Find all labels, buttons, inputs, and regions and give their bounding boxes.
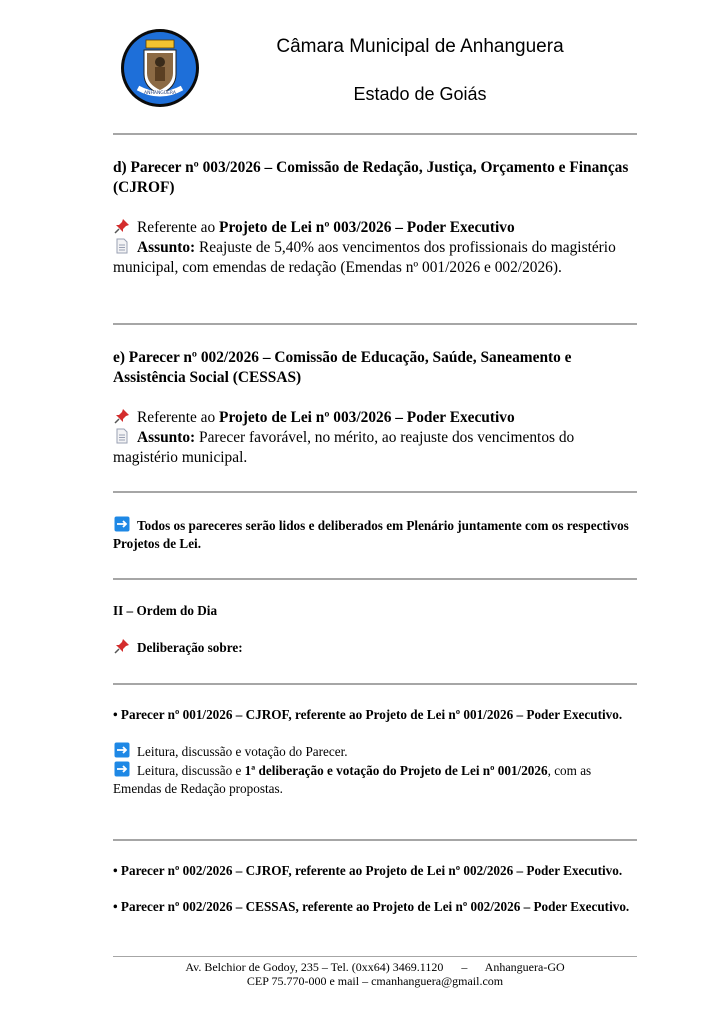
item-1 <box>113 706 637 798</box>
divider <box>113 839 637 841</box>
pushpin-icon <box>113 218 131 234</box>
section-e-subject: Assunto: Parecer favorável, no mérito, ao reajuste dos vencimentos do magistério municipal. <box>113 429 575 466</box>
item-1-title: • Parecer nº 001/2026 – CJROF, referente ao Projeto de Lei nº 001/2026 – Poder Executivo. <box>113 707 623 722</box>
section-e-reference: Referente ao Projeto de Lei nº 003/2026 – Poder Executivo <box>113 408 637 428</box>
section-d-title: d) Parecer nº 003/2026 – Comissão de Redação, Justiça, Orçamento e Finanças (CJROF) <box>113 159 629 196</box>
document-icon <box>113 238 131 254</box>
item-1-step-2: Leitura, discussão e 1ª deliberação e votação do Projeto de Lei nº 001/2026, com as Emendas de Redação propostas. <box>113 763 592 796</box>
arrow-right-icon <box>113 761 131 777</box>
divider <box>113 491 637 493</box>
divider <box>113 323 637 325</box>
section-e <box>113 348 637 468</box>
order-of-day <box>113 602 637 657</box>
section-d <box>113 158 637 278</box>
footer-contact: CEP 75.770-000 e mail – cmanhanguera@gmail.com <box>246 974 504 988</box>
arrow-right-icon <box>113 742 131 758</box>
footer-divider <box>113 956 637 957</box>
footer <box>113 960 637 988</box>
order-title: II – Ordem do Dia <box>113 603 218 618</box>
section-d-subject: Assunto: Reajuste de 5,40% aos vencimentos dos profissionais do magistério municipal, com emendas de redação (Emendas nº 001/2026 e 002/2026). <box>113 239 616 276</box>
municipal-seal-logo <box>120 28 200 108</box>
svg-text:ANHANGUERA: ANHANGUERA <box>144 91 176 96</box>
section-e-title: e) Parecer nº 002/2026 – Comissão de Educação, Saúde, Saneamento e Assistência Social (CESSAS) <box>113 349 572 386</box>
pushpin-icon <box>113 638 131 654</box>
item-2-title: • Parecer nº 002/2026 – CJROF, referente ao Projeto de Lei nº 002/2026 – Poder Executivo. <box>113 863 623 878</box>
page-title: Câmara Municipal de Anhanguera <box>276 36 564 57</box>
arrow-right-icon <box>113 516 131 532</box>
footer-address: Av. Belchior de Godoy, 235 – Tel. (0xx64) 3469.1120 – Anhanguera-GO <box>185 960 565 974</box>
divider <box>113 133 637 135</box>
document-icon <box>113 428 131 444</box>
deliberation-label: Deliberação sobre: <box>113 638 637 657</box>
pushpin-icon <box>113 408 131 424</box>
note: Todos os pareceres serão lidos e deliberados em Plenário juntamente com os respectivos Projetos de Lei. <box>113 518 629 551</box>
divider <box>113 578 637 580</box>
item-2 <box>113 862 637 916</box>
item-1-step-1: Leitura, discussão e votação do Parecer. <box>113 742 637 761</box>
page-subtitle: Estado de Goiás <box>353 84 487 104</box>
item-3-title: • Parecer nº 002/2026 – CESSAS, referente ao Projeto de Lei nº 002/2026 – Poder Executivo. <box>113 899 630 914</box>
section-d-reference: Referente ao Projeto de Lei nº 003/2026 – Poder Executivo <box>113 218 637 238</box>
divider <box>113 683 637 685</box>
